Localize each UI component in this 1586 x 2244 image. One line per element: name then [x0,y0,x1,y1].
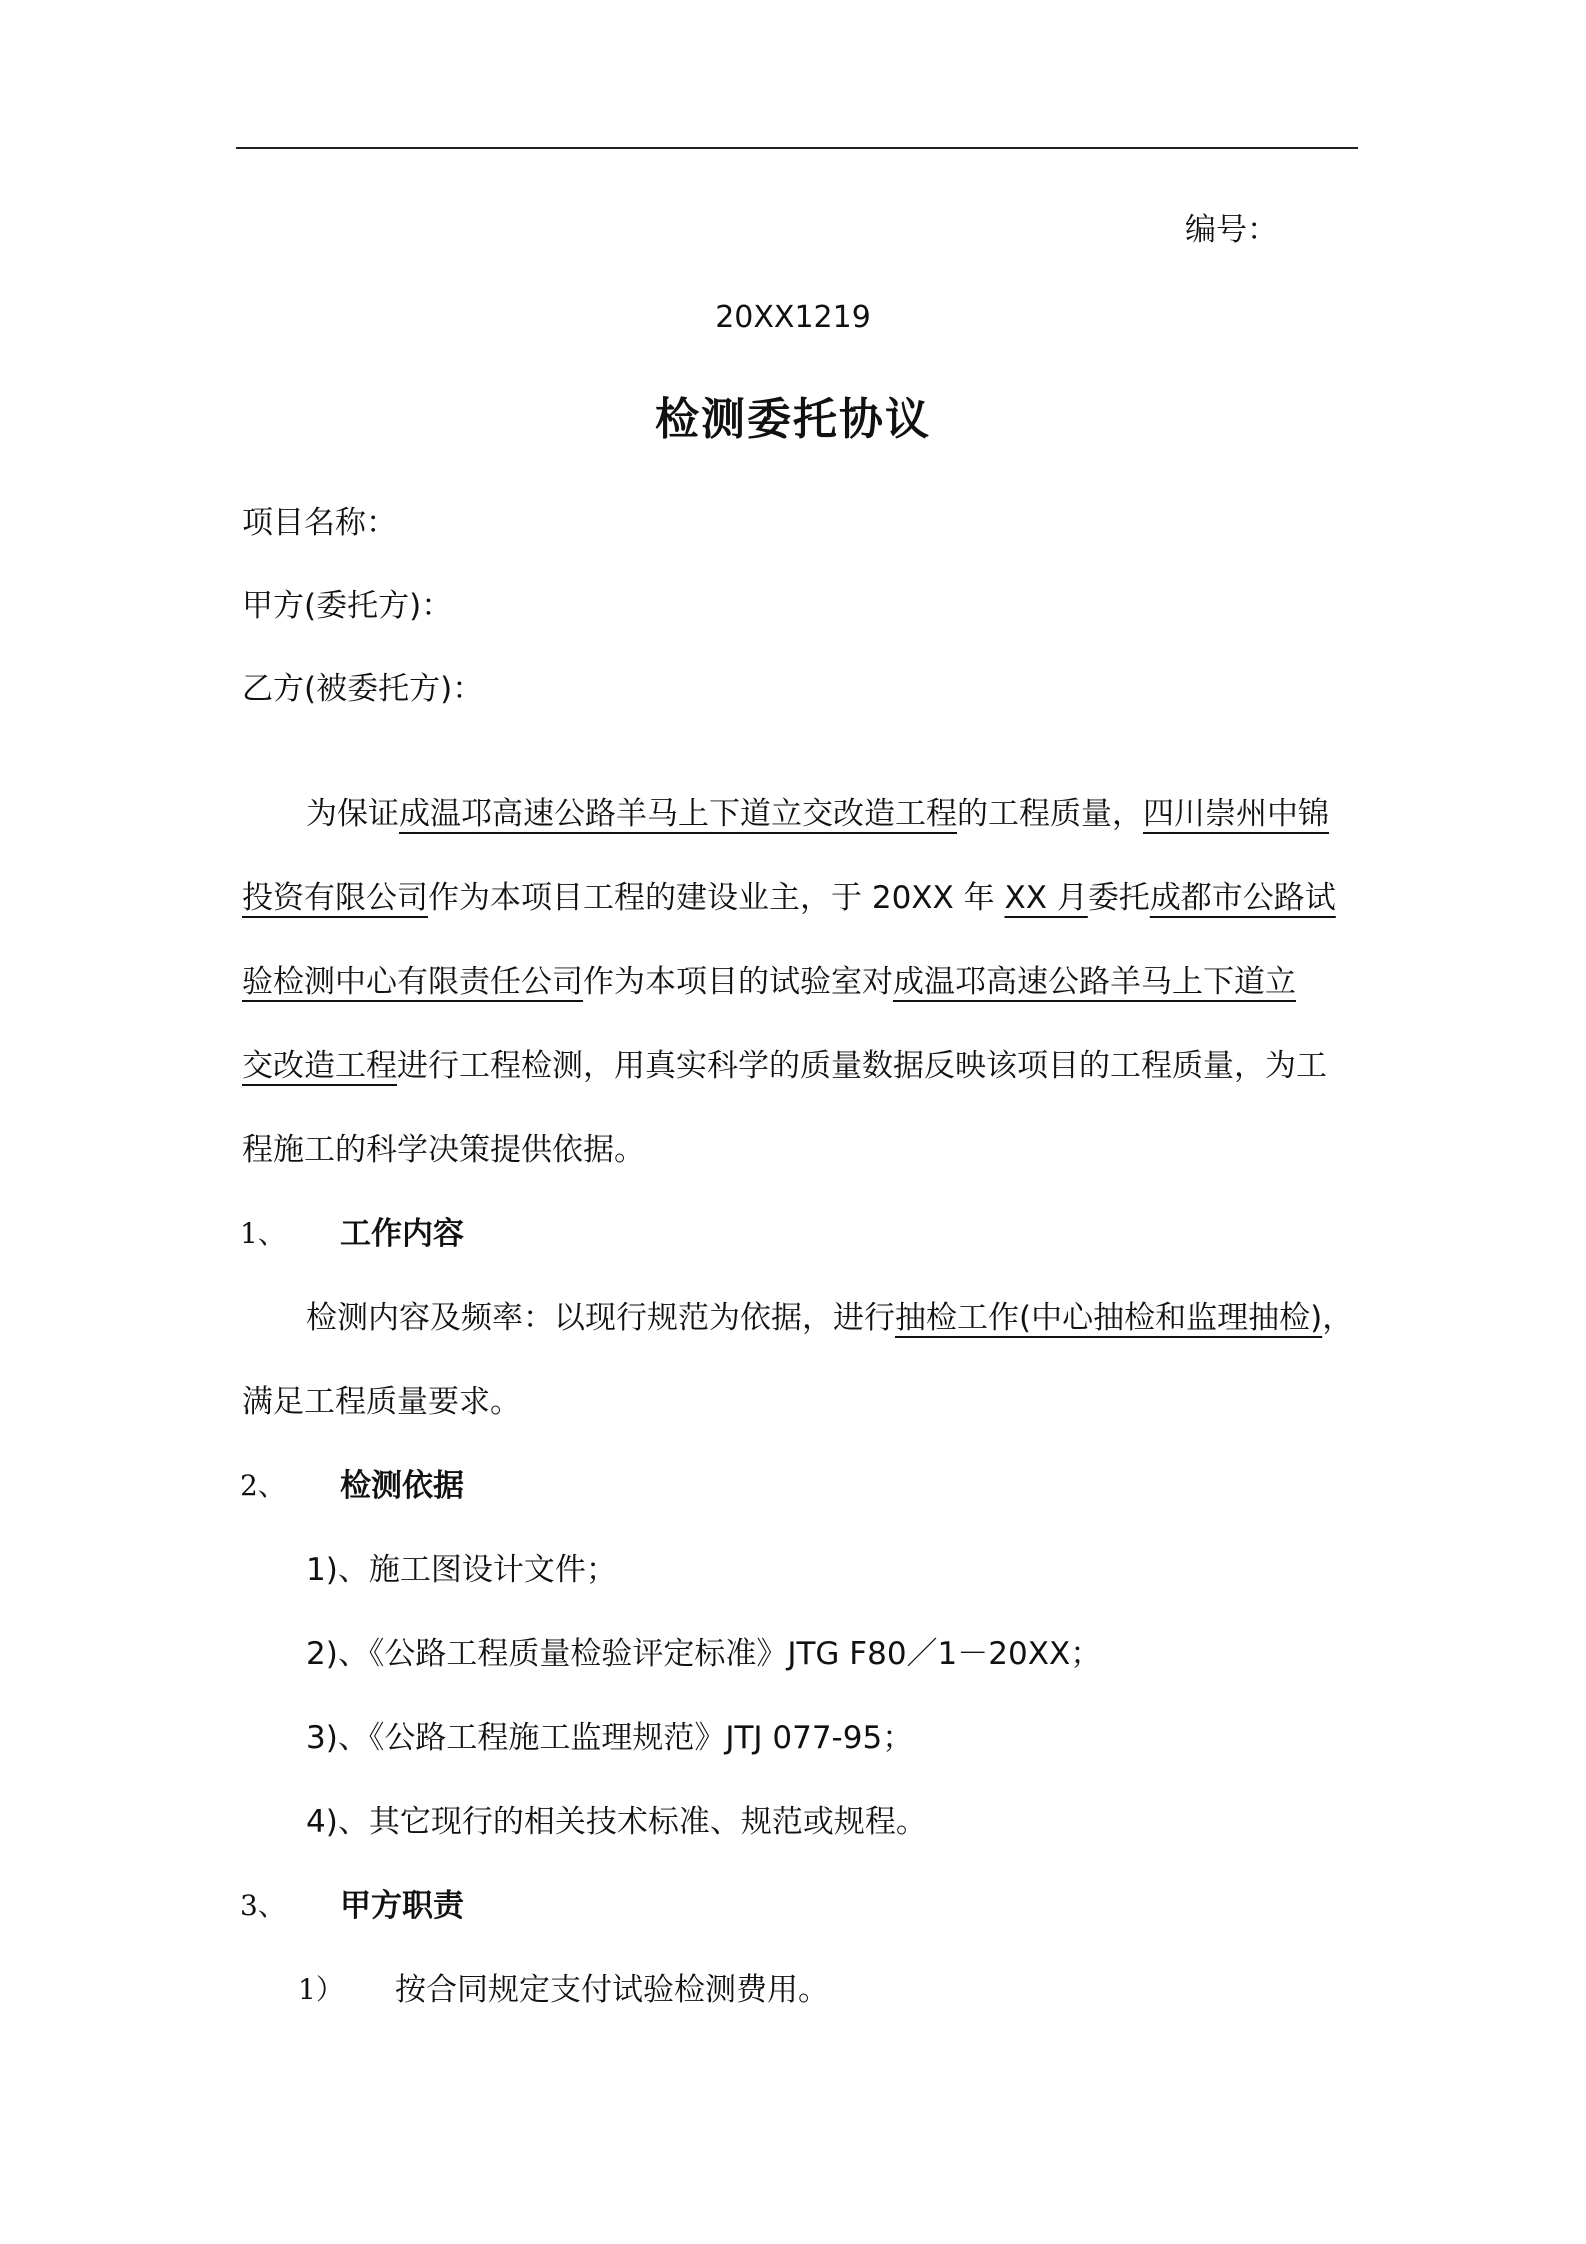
lab-name-underlined: 成都市公路试 [1149,880,1336,916]
intro-line-4 [242,1046,1327,1086]
basis-item-1: 1)、施工图设计文件； [306,1552,617,1588]
basis-item-3: 3)、《公路工程施工监理规范》JTJ 077-95； [306,1720,914,1756]
section-1-text: ， [1322,1300,1354,1336]
project-name-underlined: 交改造工程 [242,1048,397,1084]
project-name-underlined: 成温邛高速公路羊马上下道立交改造工程 [399,796,957,832]
spot-check-underlined: 抽检工作(中心抽检和监理抽检) [895,1300,1323,1336]
section-3-number: 3、 [240,1889,286,1922]
section-1-line-1 [306,1298,1353,1338]
intro-line-5: 程施工的科学决策提供依据。 [242,1132,645,1168]
header-rule [236,147,1358,149]
intro-line-2 [242,878,1336,918]
intro-line-1 [306,794,1329,834]
section-2-title: 检测依据 [340,1468,464,1504]
intro-text: 的工程质量， [957,796,1143,832]
project-name-underlined: 成温邛高速公路羊马上下道立 [893,964,1296,1000]
serial-number-label: 编号： [1185,212,1278,248]
month-underlined: XX 月 [1004,880,1088,916]
section-1-text: 检测内容及频率：以现行规范为依据，进行 [306,1300,895,1336]
intro-text: 为保证 [306,796,399,832]
intro-text: 作为本项目的试验室对 [583,964,893,1000]
document-title: 检测委托协议 [655,394,931,445]
duty-item-1-text: 按合同规定支付试验检测费用。 [395,1972,829,2008]
party-b-field: 乙方(被委托方)： [242,671,484,707]
project-name-field: 项目名称： [242,505,397,541]
party-a-field: 甲方(委托方)： [242,588,453,624]
lab-name-underlined: 验检测中心有限责任公司 [242,964,583,1000]
duty-item-1-number: 1） [298,1973,344,2006]
section-1-number: 1、 [240,1217,286,1250]
intro-text: 委托 [1087,880,1150,916]
section-1-title: 工作内容 [340,1216,464,1252]
owner-name-underlined: 四川崇州中锦 [1143,796,1329,832]
section-3-title: 甲方职责 [340,1888,464,1924]
intro-text: 作为本项目工程的建设业主，于 20XX 年 [428,880,1005,916]
serial-number-value: 20XX1219 [715,300,871,335]
owner-name-underlined: 投资有限公司 [242,880,428,916]
section-2-number: 2、 [240,1469,286,1502]
basis-item-2: 2)、《公路工程质量检验评定标准》JTG F80／1－20XX； [306,1636,1102,1672]
intro-line-3 [242,962,1296,1002]
section-1-line-2: 满足工程质量要求。 [242,1384,521,1420]
basis-item-4: 4)、其它现行的相关技术标准、规范或规程。 [306,1804,927,1840]
intro-text: 进行工程检测，用真实科学的质量数据反映该项目的工程质量，为工 [397,1048,1327,1084]
